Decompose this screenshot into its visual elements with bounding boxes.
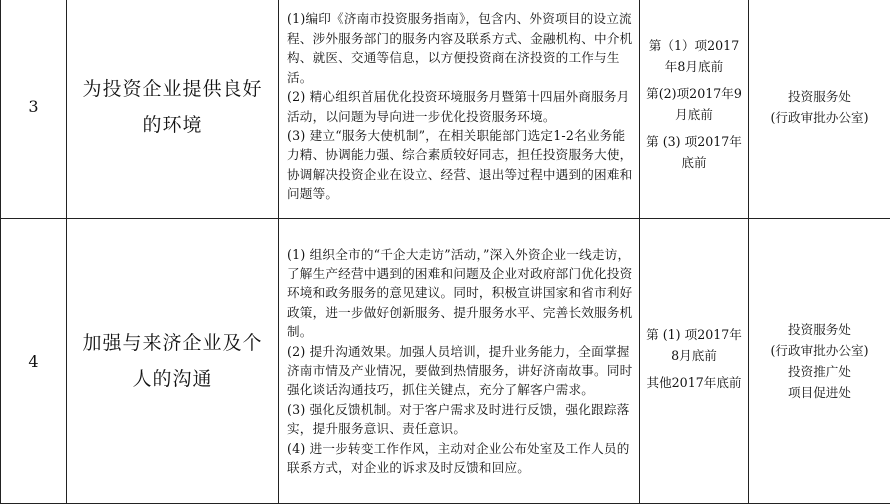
task-title: 加强与来济企业及个人的沟通 bbox=[67, 219, 279, 504]
responsible-dept bbox=[749, 219, 890, 504]
table-row bbox=[1, 0, 890, 219]
task-details bbox=[279, 0, 640, 219]
dept-name: 投资服务处 bbox=[749, 319, 890, 340]
detail-item: (3) 强化反馈机制。对于客户需求及时进行反馈，强化跟踪落实，提升服务意识、责任意识。 bbox=[287, 400, 634, 439]
dept-name: (行政审批办公室) bbox=[749, 107, 890, 128]
deadline-item: 第(2)项2017年9月底前 bbox=[644, 83, 744, 125]
detail-item: (4) 进一步转变工作作风，主动对企业公布处室及工作人员的联系方式，对企业的诉求及时反馈和回应。 bbox=[287, 439, 634, 478]
deadline-item: 其他2017年底前 bbox=[644, 372, 744, 393]
deadline-cell bbox=[640, 219, 749, 504]
table-row bbox=[1, 219, 890, 504]
deadline-item: 第（1）项2017年8月底前 bbox=[644, 35, 744, 77]
row-number: 4 bbox=[1, 219, 67, 504]
task-details bbox=[279, 219, 640, 504]
detail-item: (2) 精心组织首届优化投资环境服务月暨第十四届外商服务月活动，以问题为导向进一步优化投资服务环境。 bbox=[287, 87, 634, 126]
responsible-dept bbox=[749, 0, 890, 219]
deadline-item: 第 (3) 项2017年底前 bbox=[644, 131, 744, 173]
dept-name: 项目促进处 bbox=[749, 382, 890, 403]
detail-item: (1) 组织全市的“千企大走访”活动，”深入外资企业一线走访，了解生产经营中遇到的困难和问题及企业对政府部门优化投资环境和政务服务的意见建议。同时，积极宣讲国家和省市利好政策，进一步做好创新服务、提升服务水平、完善长效服务机制。 bbox=[287, 245, 634, 342]
detail-item: (3) 建立“服务大使机制”，在相关职能部门选定1-2名业务能力精、协调能力强、综合素质较好同志，担任投资服务大使，协调解决投资企业在设立、经营、退出等过程中遇到的困难和问题等。 bbox=[287, 126, 634, 204]
dept-name: (行政审批办公室) bbox=[749, 340, 890, 361]
dept-name: 投资服务处 bbox=[749, 86, 890, 107]
deadline-item: 第 (1) 项2017年8月底前 bbox=[644, 324, 744, 366]
row-number: 3 bbox=[1, 0, 67, 219]
dept-name: 投资推广处 bbox=[749, 361, 890, 382]
task-title: 为投资企业提供良好的环境 bbox=[67, 0, 279, 219]
detail-item: (1)编印《济南市投资服务指南》，包含内、外资项目的设立流程、涉外服务部门的服务内容及联系方式、金融机构、中介机构、就医、交通等信息，以方便投资商在济投资的工作与生活。 bbox=[287, 9, 634, 87]
detail-item: (2) 提升沟通效果。加强人员培训，提升业务能力，全面掌握济南市情及产业情况，要做到热情服务，讲好济南故事。同时强化谈话沟通技巧，抓住关键点，充分了解客户需求。 bbox=[287, 342, 634, 400]
deadline-cell bbox=[640, 0, 749, 219]
